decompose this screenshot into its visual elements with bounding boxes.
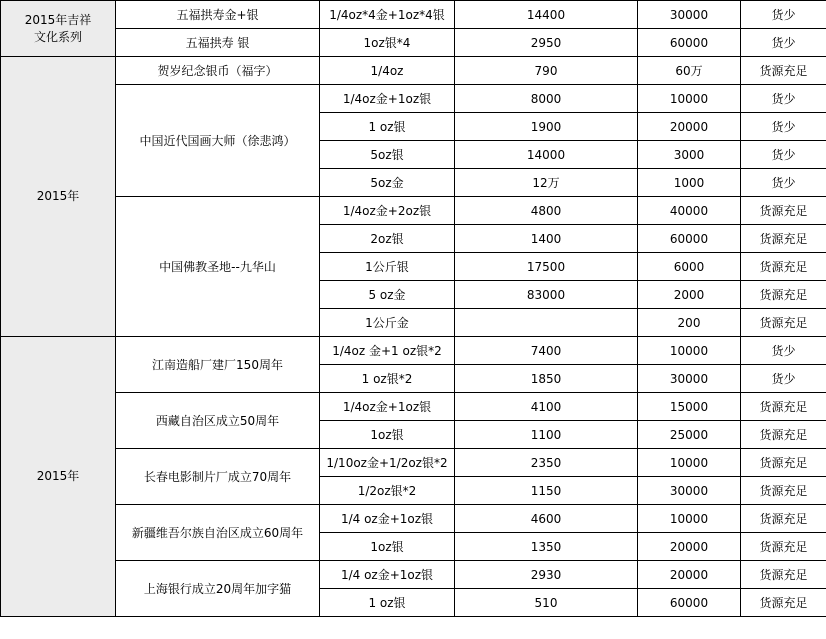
stock-status-cell: 货少 <box>741 337 826 365</box>
mintage-cell: 1000 <box>638 169 741 197</box>
spec-cell: 1 oz银 <box>320 589 455 617</box>
spec-cell: 1/4oz金+1oz银 <box>320 393 455 421</box>
price-cell: 14000 <box>455 141 638 169</box>
product-name-cell: 中国近代国画大师（徐悲鸿） <box>116 85 320 197</box>
spec-cell: 1/4oz金+2oz银 <box>320 197 455 225</box>
product-name-cell: 五福拱寿金+银 <box>116 1 320 29</box>
mintage-cell: 40000 <box>638 197 741 225</box>
spec-cell: 1oz银 <box>320 533 455 561</box>
table-row <box>1 1 826 29</box>
price-cell: 83000 <box>455 281 638 309</box>
price-cell: 4100 <box>455 393 638 421</box>
series-group-cell: 2015年 <box>1 57 116 337</box>
stock-status-cell: 货少 <box>741 1 826 29</box>
table-row <box>1 197 826 225</box>
price-cell: 510 <box>455 589 638 617</box>
spec-cell: 1/4 oz金+1oz银 <box>320 505 455 533</box>
product-name-cell: 五福拱寿 银 <box>116 29 320 57</box>
stock-status-cell: 货少 <box>741 141 826 169</box>
mintage-cell: 60000 <box>638 589 741 617</box>
product-name-cell: 江南造船厂建厂150周年 <box>116 337 320 393</box>
mintage-cell: 15000 <box>638 393 741 421</box>
stock-status-cell: 货少 <box>741 85 826 113</box>
stock-status-cell: 货源充足 <box>741 477 826 505</box>
price-cell: 7400 <box>455 337 638 365</box>
mintage-cell: 30000 <box>638 1 741 29</box>
series-group-cell: 2015年吉祥 文化系列 <box>1 1 116 57</box>
mintage-cell: 60000 <box>638 225 741 253</box>
stock-status-cell: 货源充足 <box>741 449 826 477</box>
spec-cell: 1/4oz 金+1 oz银*2 <box>320 337 455 365</box>
price-cell: 17500 <box>455 253 638 281</box>
price-cell: 4600 <box>455 505 638 533</box>
product-name-cell: 新疆维吾尔族自治区成立60周年 <box>116 505 320 561</box>
table-row <box>1 449 826 477</box>
stock-status-cell: 货源充足 <box>741 505 826 533</box>
mintage-cell: 60万 <box>638 57 741 85</box>
product-name-cell: 长春电影制片厂成立70周年 <box>116 449 320 505</box>
mintage-cell: 10000 <box>638 85 741 113</box>
mintage-cell: 30000 <box>638 477 741 505</box>
stock-status-cell: 货源充足 <box>741 225 826 253</box>
price-cell <box>455 309 638 337</box>
stock-status-cell: 货源充足 <box>741 309 826 337</box>
spec-cell: 1 oz银*2 <box>320 365 455 393</box>
table-row <box>1 57 826 85</box>
spec-cell: 1/2oz银*2 <box>320 477 455 505</box>
table-row <box>1 337 826 365</box>
stock-status-cell: 货少 <box>741 29 826 57</box>
spec-cell: 1oz银 <box>320 421 455 449</box>
spec-cell: 1/4 oz金+1oz银 <box>320 561 455 589</box>
stock-status-cell: 货源充足 <box>741 393 826 421</box>
mintage-cell: 6000 <box>638 253 741 281</box>
price-cell: 2950 <box>455 29 638 57</box>
spec-cell: 1/10oz金+1/2oz银*2 <box>320 449 455 477</box>
stock-status-cell: 货源充足 <box>741 281 826 309</box>
product-name-cell: 中国佛教圣地--九华山 <box>116 197 320 337</box>
mintage-cell: 2000 <box>638 281 741 309</box>
price-cell: 12万 <box>455 169 638 197</box>
spec-cell: 1oz银*4 <box>320 29 455 57</box>
stock-status-cell: 货源充足 <box>741 421 826 449</box>
product-name-cell: 贺岁纪念银币（福字） <box>116 57 320 85</box>
table-body <box>1 1 826 617</box>
mintage-cell: 30000 <box>638 365 741 393</box>
stock-status-cell: 货源充足 <box>741 589 826 617</box>
mintage-cell: 200 <box>638 309 741 337</box>
table-row <box>1 561 826 589</box>
spec-cell: 1公斤银 <box>320 253 455 281</box>
price-cell: 1850 <box>455 365 638 393</box>
mintage-cell: 3000 <box>638 141 741 169</box>
spec-cell: 1/4oz <box>320 57 455 85</box>
spec-cell: 5oz金 <box>320 169 455 197</box>
price-cell: 8000 <box>455 85 638 113</box>
price-cell: 14400 <box>455 1 638 29</box>
stock-status-cell: 货少 <box>741 113 826 141</box>
product-name-cell: 上海银行成立20周年加字猫 <box>116 561 320 617</box>
table-row <box>1 85 826 113</box>
stock-status-cell: 货源充足 <box>741 197 826 225</box>
price-cell: 1150 <box>455 477 638 505</box>
mintage-cell: 10000 <box>638 337 741 365</box>
price-cell: 1350 <box>455 533 638 561</box>
spec-cell: 1/4oz金+1oz银 <box>320 85 455 113</box>
spec-cell: 5oz银 <box>320 141 455 169</box>
mintage-cell: 10000 <box>638 505 741 533</box>
price-cell: 4800 <box>455 197 638 225</box>
mintage-cell: 20000 <box>638 113 741 141</box>
series-group-cell: 2015年 <box>1 337 116 617</box>
stock-status-cell: 货源充足 <box>741 561 826 589</box>
stock-status-cell: 货少 <box>741 169 826 197</box>
product-name-cell: 西藏自治区成立50周年 <box>116 393 320 449</box>
price-cell: 2930 <box>455 561 638 589</box>
table-row <box>1 29 826 57</box>
spec-cell: 5 oz金 <box>320 281 455 309</box>
mintage-cell: 60000 <box>638 29 741 57</box>
mintage-cell: 25000 <box>638 421 741 449</box>
spec-cell: 1 oz银 <box>320 113 455 141</box>
mintage-cell: 20000 <box>638 561 741 589</box>
mintage-cell: 20000 <box>638 533 741 561</box>
spec-cell: 1公斤金 <box>320 309 455 337</box>
stock-status-cell: 货源充足 <box>741 57 826 85</box>
stock-status-cell: 货少 <box>741 365 826 393</box>
spec-cell: 2oz银 <box>320 225 455 253</box>
stock-status-cell: 货源充足 <box>741 533 826 561</box>
price-cell: 790 <box>455 57 638 85</box>
spec-cell: 1/4oz*4金+1oz*4银 <box>320 1 455 29</box>
price-cell: 1900 <box>455 113 638 141</box>
table-row <box>1 393 826 421</box>
price-cell: 1400 <box>455 225 638 253</box>
mintage-cell: 10000 <box>638 449 741 477</box>
price-cell: 2350 <box>455 449 638 477</box>
stock-status-cell: 货源充足 <box>741 253 826 281</box>
price-cell: 1100 <box>455 421 638 449</box>
table-row <box>1 505 826 533</box>
